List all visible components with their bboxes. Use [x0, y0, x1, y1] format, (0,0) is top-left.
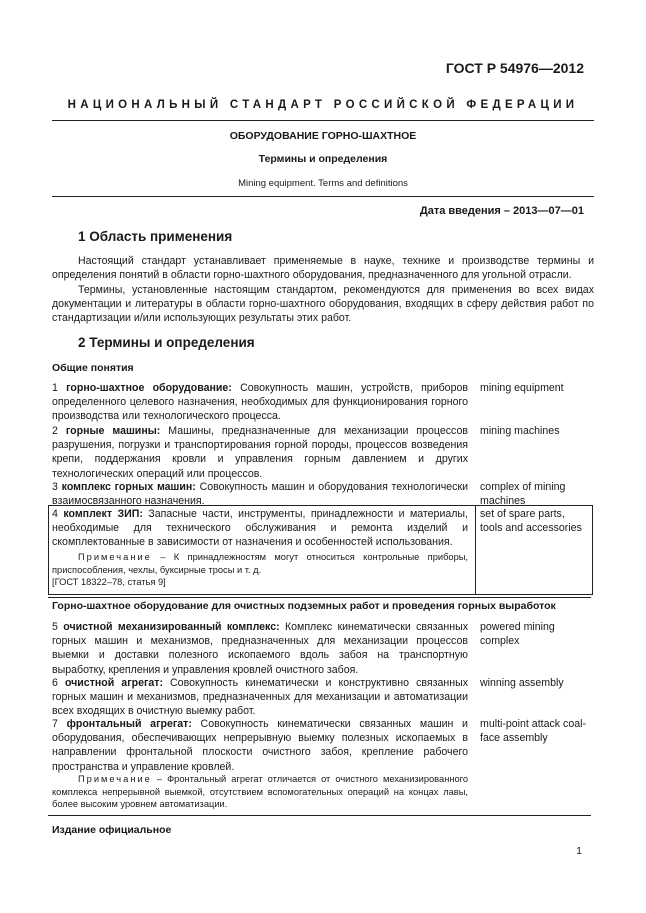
box-separator — [475, 506, 476, 594]
official-edition-label: Издание официальное — [52, 824, 172, 836]
general-concepts-heading: Общие понятия — [52, 362, 134, 374]
gost-number: ГОСТ Р 54976—2012 — [445, 60, 584, 76]
section-1-paragraph-1: Настоящий стандарт устанавливает применяемые в науке, технике и производстве термины и определения понятий в области горно-шахтного оборудования, предназначенного для угольной отрасли. — [52, 255, 594, 282]
term-6-english: winning assembly — [480, 677, 564, 689]
subsection-rule — [48, 597, 591, 598]
term-4-note: Примечание – К принадлежностям могут относиться контрольные приборы, приспособления, чехлы, буксирные тросы и т. д. [ГОСТ 18322–78, статья 9] — [52, 552, 468, 587]
footer-rule — [48, 815, 591, 816]
introduction-date: Дата введения – 2013—07—01 — [419, 205, 584, 217]
term-5: 5 очистной механизированный комплекс: Комплекс кинематически связанных горных машин и механизмов, предназначенных для механизации процессов выемки и доставки полезного ископаемого вдоль забоя на транспортную выработку, крепления и управления кровлей очистного забоя. — [52, 621, 468, 676]
term-1-english: mining equipment — [480, 382, 564, 394]
national-standard-title: НАЦИОНАЛЬНЫЙ СТАНДАРТ РОССИЙСКОЙ ФЕДЕРАЦИИ — [67, 99, 579, 111]
term-2: 2 горные машины: Машины, предназначенные для механизации процессов разрушения, погрузки и транспортирования горной породы, процессов возведения крепи, поддержания кровли и управления горным давлением и других технологических операций или процессов. — [52, 425, 468, 480]
document-english-title: Mining equipment. Terms and definitions — [238, 178, 408, 189]
term-7: 7 фронтальный агрегат: Совокупность кинематически связанных машин и оборудования, обеспечивающих непрерывную выемку полезных ископаемых в направлении фронтальной плоскости очистного забоя, крепление рабочего пространства и управление кровлей. — [52, 718, 468, 773]
term-3-english: complex of mining machines — [480, 481, 566, 508]
section-1-paragraph-2: Термины, установленные настоящим стандартом, рекомендуются для применения во всех видах документации и литературы в области горно-шахтного оборудования, входящих в сферу действия работ по стандартизации и/или использующих результаты этих работ. — [52, 284, 594, 325]
document-title: ОБОРУДОВАНИЕ ГОРНО-ШАХТНОЕ — [229, 130, 417, 142]
section-1-heading: 1 Область применения — [78, 229, 233, 244]
term-7-english: multi-point attack coal-face assembly — [480, 718, 586, 745]
term-5-english: powered mining complex — [480, 621, 555, 648]
header-rule — [52, 120, 594, 121]
term-7-note: Примечание – Фронтальный агрегат отличается от очистного механизированного комплекса непрерывной выемкой, отсутствием вспомогательных операций на концах лавы, более высоким уровнем автоматизации. — [52, 774, 468, 809]
page-number: 1 — [576, 845, 582, 857]
document-subtitle: Термины и определения — [258, 153, 388, 165]
term-2-english: mining machines — [480, 425, 560, 437]
term-4-english: set of spare parts, tools and accessories — [480, 508, 582, 535]
term-1: 1 горно-шахтное оборудование: Совокупность машин, устройств, приборов определенного целевого назначения, необходимых для функционирования горного производства или технологического процесса. — [52, 382, 468, 423]
term-4: 4 комплект ЗИП: Запасные части, инструменты, принадлежности и материалы, необходимые для технического обслуживания и ремонта изделий и скомплектованные в зависимости от назначения и особенностей использования. — [52, 508, 468, 549]
section-2-heading: 2 Термины и определения — [78, 335, 255, 350]
title-rule — [52, 196, 594, 197]
term-6: 6 очистной агрегат: Совокупность кинематически и конструктивно связанных горных машин и механизмов, предназначенных для механизации и автоматизации всех входящих в очистную выемку работ. — [52, 677, 468, 718]
mining-works-heading: Горно-шахтное оборудование для очистных подземных работ и проведения горных выработок — [52, 600, 556, 612]
term-3: 3 комплекс горных машин: Совокупность машин и оборудования технологически взаимосвязанного назначения. — [52, 481, 468, 508]
